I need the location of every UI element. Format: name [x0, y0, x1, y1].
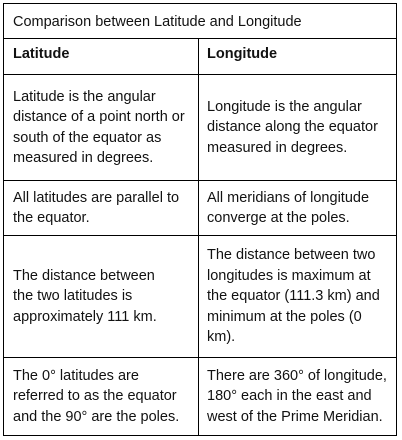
- text-line: 180° each in the east and: [207, 388, 372, 405]
- text-line: measured in degrees.: [13, 150, 154, 166]
- longitude-text: [199, 245, 380, 348]
- longitude-text: [199, 366, 387, 428]
- table-title-row: [4, 4, 396, 39]
- text-line: converge at the poles.: [207, 210, 350, 226]
- table-title: Comparison between Latitude and Longitude: [13, 14, 302, 30]
- latitude-text: [4, 366, 179, 428]
- latitude-text: [4, 188, 179, 229]
- header-longitude: Longitude: [207, 46, 278, 62]
- text-line: All meridians of longitude: [207, 189, 370, 206]
- text-line: approximately 111 km.: [13, 308, 157, 325]
- longitude-cell: [199, 75, 396, 180]
- longitude-cell: [199, 181, 396, 235]
- text-line: The 0° latitudes are: [13, 367, 139, 384]
- longitude-text: [199, 188, 369, 229]
- latitude-cell: [4, 75, 199, 180]
- comparison-table: [3, 3, 397, 436]
- text-line: the equator.: [13, 210, 90, 226]
- longitude-cell: [199, 358, 396, 435]
- latitude-text: [4, 87, 185, 169]
- header-row: [4, 39, 396, 75]
- latitude-cell: [4, 181, 199, 235]
- text-line: There are 360° of longitude,: [207, 367, 387, 384]
- text-line: km).: [207, 329, 236, 346]
- text-line: All latitudes are parallel to: [13, 189, 180, 206]
- table-row: [4, 181, 396, 236]
- text-line: distance along the equator: [207, 119, 378, 136]
- text-line: Latitude is the angular: [13, 88, 156, 105]
- longitude-text: [199, 97, 378, 159]
- header-cell-latitude: [4, 39, 199, 74]
- longitude-cell: [199, 236, 396, 357]
- latitude-cell: [4, 236, 199, 357]
- text-line: longitudes is maximum at: [207, 267, 371, 284]
- table-row: [4, 75, 396, 181]
- text-line: The distance between two: [207, 247, 376, 264]
- text-line: measured in degrees.: [207, 139, 348, 156]
- header-latitude: Latitude: [13, 46, 70, 62]
- text-line: minimum at the poles (0: [207, 308, 362, 325]
- text-line: referred to as the equator: [13, 388, 177, 405]
- latitude-text: [4, 266, 157, 328]
- text-line: distance of a point north or: [13, 109, 185, 125]
- text-line: and the 90° are the poles.: [13, 408, 180, 425]
- text-line: Longitude is the angular: [207, 98, 362, 115]
- table-row: [4, 236, 396, 358]
- text-line: south of the equator as: [13, 129, 162, 146]
- text-line: the equator (111.3 km) and: [207, 288, 380, 305]
- text-line: the two latitudes is: [13, 288, 133, 305]
- header-cell-longitude: [199, 39, 396, 74]
- text-line: The distance between: [13, 267, 155, 284]
- latitude-cell: [4, 358, 199, 435]
- table-row: [4, 358, 396, 435]
- text-line: west of the Prime Meridian.: [207, 408, 383, 425]
